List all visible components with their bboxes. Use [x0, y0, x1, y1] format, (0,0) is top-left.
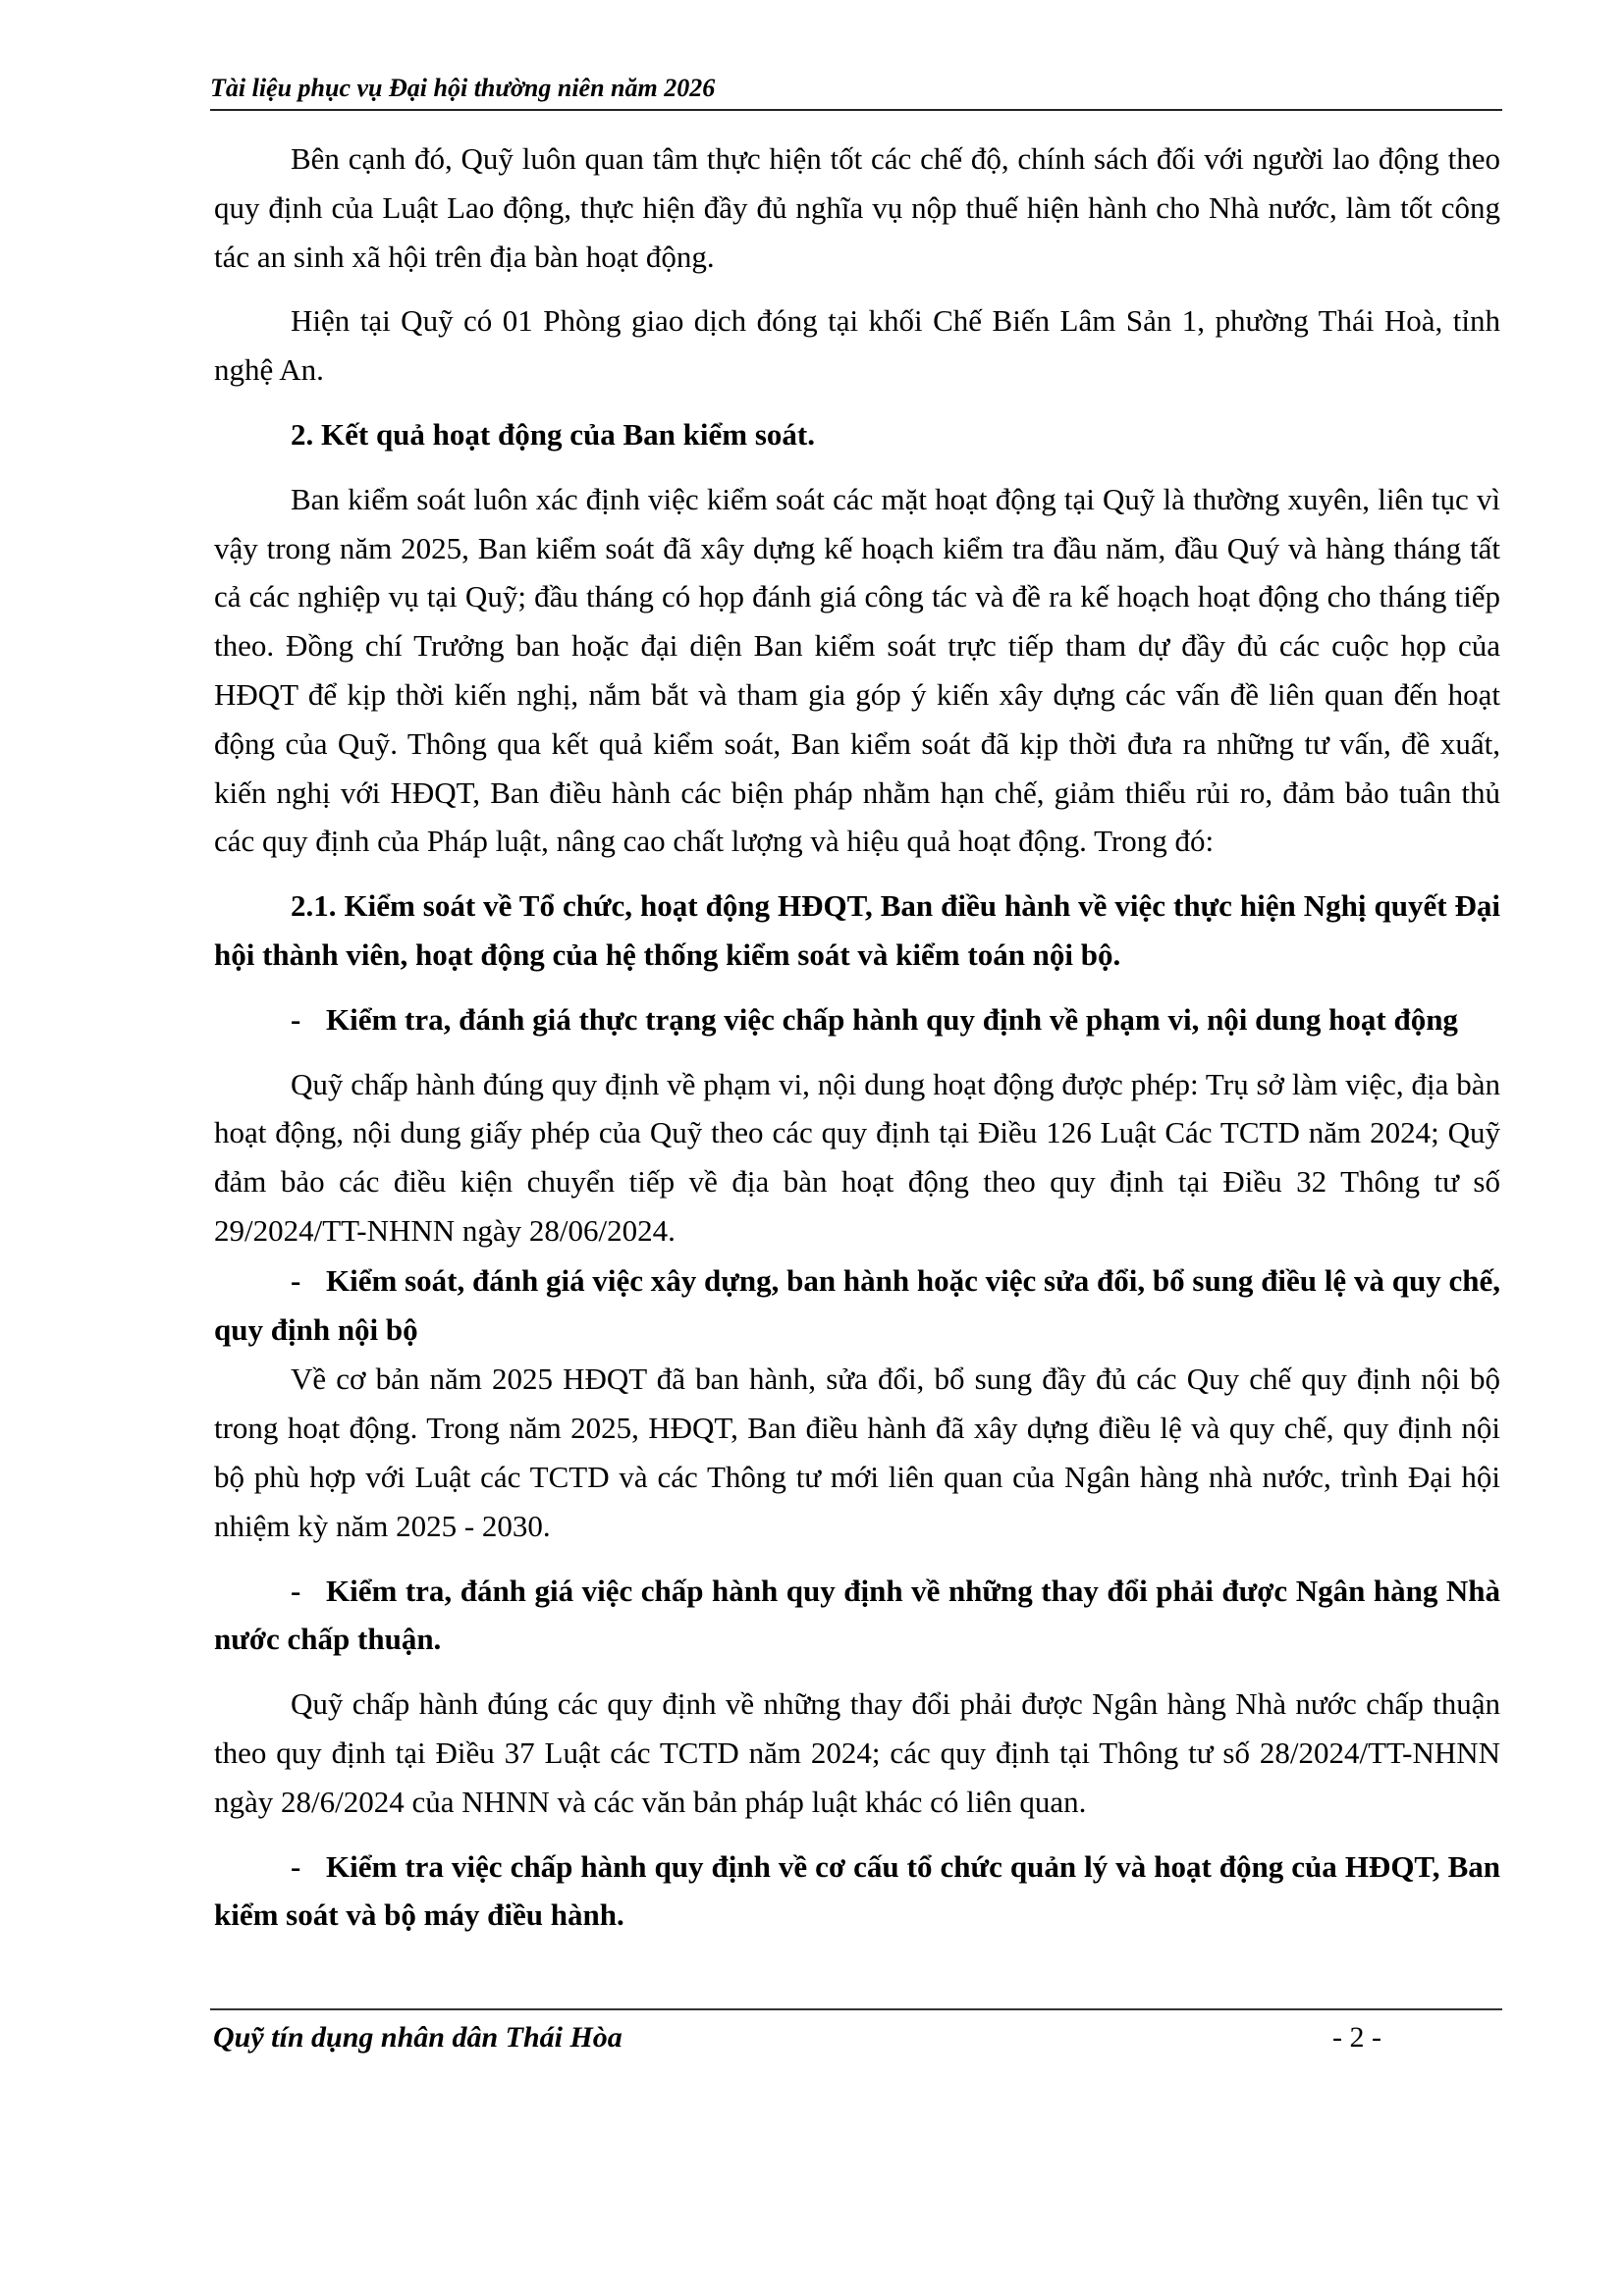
- footer-organization: Quỹ tín dụng nhân dân Thái Hòa: [213, 2021, 623, 2055]
- section-heading-2: 2. Kết quả hoạt động của Ban kiểm soát.: [291, 416, 815, 452]
- paragraph-transaction-office: Hiện tại Quỹ có 01 Phòng giao dịch đóng tại khối Chế Biến Lâm Sản 1, phường Thái Hoà, tỉnh nghệ An.: [214, 303, 1500, 388]
- footer-rule: [210, 2008, 1502, 2010]
- bullet-dash: -: [291, 1848, 301, 1884]
- header-rule: [210, 109, 1502, 111]
- paragraph-supervisory-board-activity: Ban kiểm soát luôn xác định việc kiểm soát các mặt hoạt động tại Quỹ là thường xuyên, liên tục vì vậy trong năm 2025, Ban kiểm soát đã xây dựng kế hoạch kiểm tra đầu năm, đầu Quý và hàng tháng tất cả các nghiệp vụ tại Quỹ; đầu tháng có họp đánh giá công tác và đề ra kế hoạch hoạt động cho tháng tiếp theo. Đồng chí Trưởng ban hoặc đại diện Ban kiểm soát trực tiếp tham dự đầy đủ các cuộc họp của HĐQT để kịp thời kiến nghị, nắm bắt và tham gia góp ý kiến xây dựng các vấn đề liên quan đến hoạt động của Quỹ. Thông qua kết quả kiểm soát, Ban kiểm soát đã kịp thời đưa ra những tư vấn, đề xuất, kiến nghị với HĐQT, Ban điều hành các biện pháp nhằm hạn chế, giảm thiểu rủi ro, đảm bảo tuân thủ các quy định của Pháp luật, nâng cao chất lượng và hiệu quả hoạt động. Trong đó:: [214, 481, 1500, 859]
- bullet-heading-scope: [214, 995, 1500, 1044]
- page-footer: [210, 2008, 1502, 2067]
- bullet-dash: -: [291, 1573, 301, 1608]
- bullet-heading-org-structure-text: Kiểm tra việc chấp hành quy định về cơ cấu tổ chức quản lý và hoạt động của HĐQT, Ban kiểm soát và bộ máy điều hành.: [214, 1848, 1500, 1933]
- paragraph-employee-policy: Bên cạnh đó, Quỹ luôn quan tâm thực hiện tốt các chế độ, chính sách đối với người lao động theo quy định của Luật Lao động, thực hiện đầy đủ nghĩa vụ nộp thuế hiện hành cho Nhà nước, làm tốt công tác an sinh xã hội trên địa bàn hoạt động.: [214, 141, 1500, 274]
- header-title: Tài liệu phục vụ Đại hội thường niên năm 2026: [210, 74, 716, 102]
- bullet-heading-sbv-approval-text: Kiểm tra, đánh giá việc chấp hành quy định về những thay đổi phải được Ngân hàng Nhà nước chấp thuận.: [214, 1573, 1500, 1657]
- bullet-heading-charter-text: Kiểm soát, đánh giá việc xây dựng, ban hành hoặc việc sửa đổi, bổ sung điều lệ và quy chế, quy định nội bộ: [214, 1262, 1500, 1347]
- bullet-heading-org-structure: [214, 1842, 1500, 1941]
- paragraph-sbv-approval: Quỹ chấp hành đúng các quy định về những thay đổi phải được Ngân hàng Nhà nước chấp thuận theo quy định tại Điều 37 Luật các TCTD năm 2024; các quy định tại Thông tư số 28/2024/TT-NHNN ngày 28/6/2024 của NHNN và các văn bản pháp luật khác có liên quan.: [214, 1686, 1500, 1819]
- bullet-dash: -: [291, 1262, 301, 1298]
- bullet-heading-charter: [214, 1256, 1500, 1355]
- paragraph-scope-compliance: Quỹ chấp hành đúng quy định về phạm vi, nội dung hoạt động được phép: Trụ sở làm việc, địa bàn hoạt động, nội dung giấy phép của Quỹ theo các quy định tại Điều 126 Luật Các TCTD năm 2024; Quỹ đảm bảo các điều kiện chuyển tiếp về địa bàn hoạt động theo quy định tại Điều 32 Thông tư số 29/2024/TT-NHNN ngày 28/06/2024.: [214, 1066, 1500, 1248]
- document-body: [214, 134, 1500, 1940]
- bullet-heading-sbv-approval: [214, 1567, 1500, 1665]
- bullet-heading-scope-text: Kiểm tra, đánh giá thực trạng việc chấp hành quy định về phạm vi, nội dung hoạt động: [326, 1001, 1458, 1037]
- page-header: [210, 71, 1502, 111]
- bullet-dash: -: [291, 1001, 301, 1037]
- page-number: - 2 -: [1332, 2021, 1381, 2055]
- section-heading-2-1: 2.1. Kiểm soát về Tổ chức, hoạt động HĐQT, Ban điều hành về việc thực hiện Nghị quyết Đại hội thành viên, hoạt động của hệ thống kiểm soát và kiểm toán nội bộ.: [214, 888, 1500, 972]
- paragraph-charter-regulations: Về cơ bản năm 2025 HĐQT đã ban hành, sửa đổi, bổ sung đầy đủ các Quy chế quy định nội bộ trong hoạt động. Trong năm 2025, HĐQT, Ban điều hành đã xây dựng điều lệ và quy chế, quy định nội bộ phù hợp với Luật các TCTD và các Thông tư mới liên quan của Ngân hàng nhà nước, trình Đại hội nhiệm kỳ năm 2025 - 2030.: [214, 1362, 1500, 1543]
